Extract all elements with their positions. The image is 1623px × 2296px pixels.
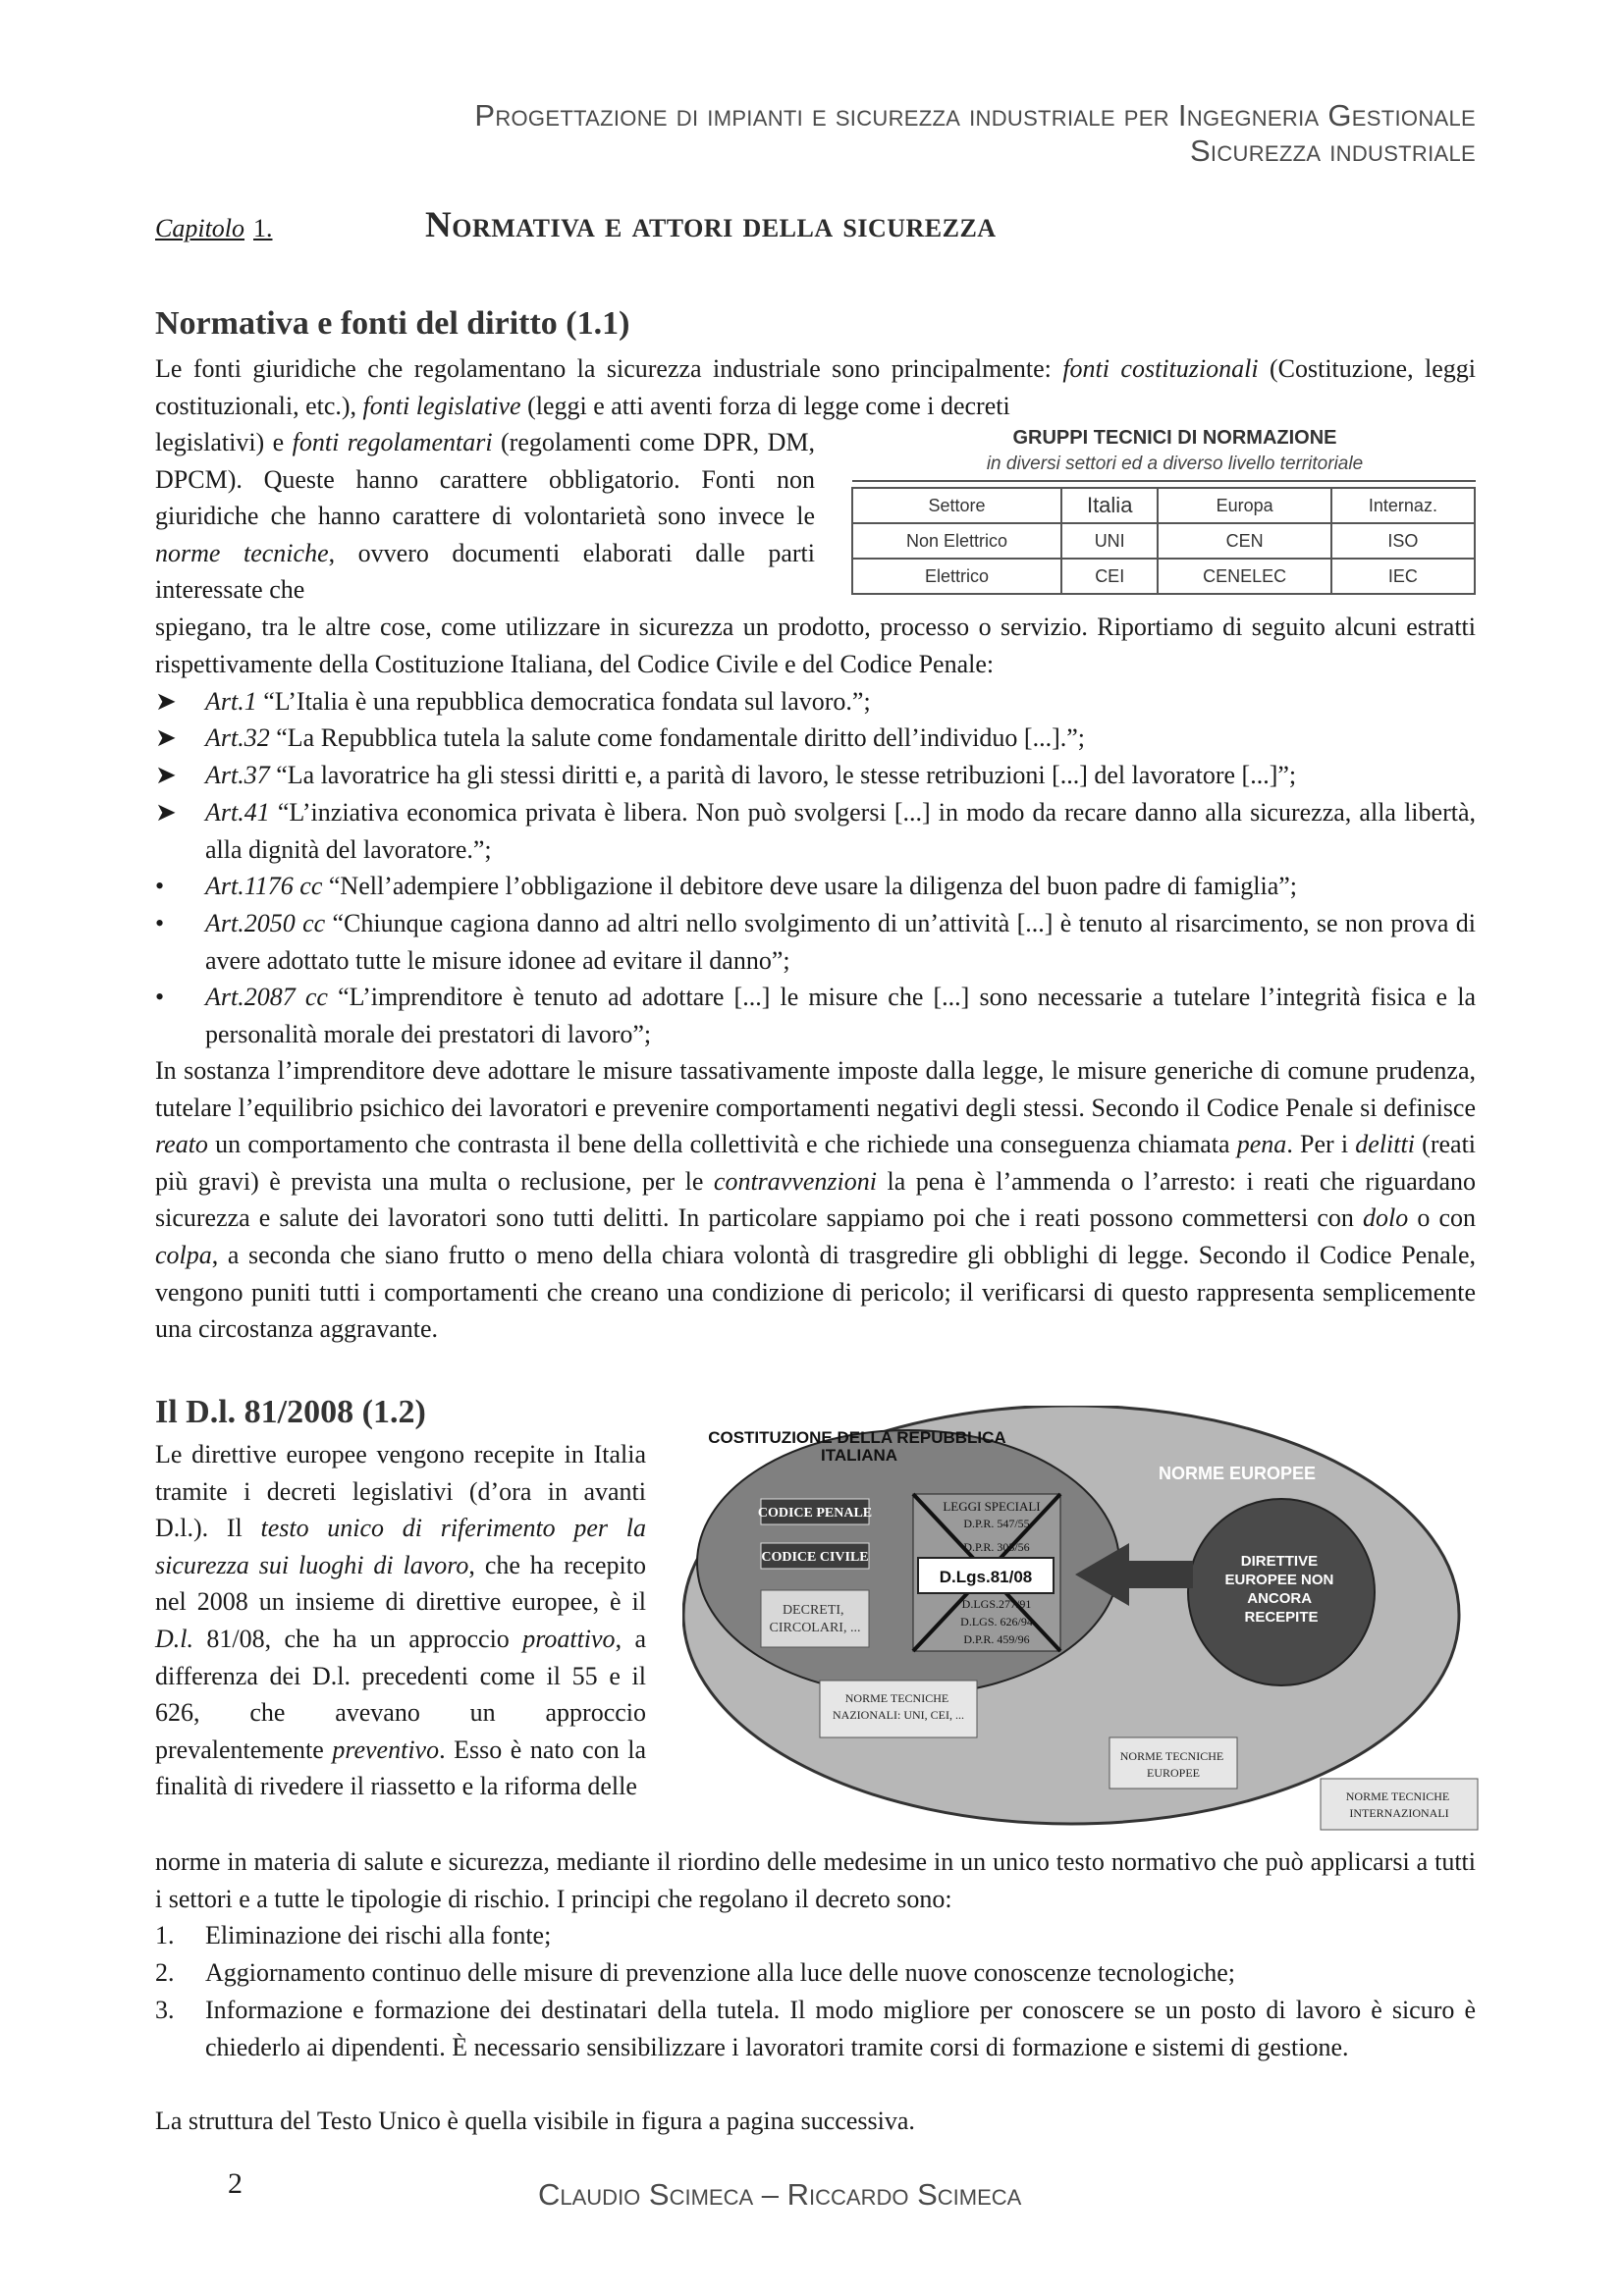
table-row: [852, 523, 1475, 559]
table-cell: IEC: [1331, 559, 1475, 594]
table-header-cell: Settore: [852, 488, 1061, 523]
norme-eur-box: [1109, 1737, 1237, 1789]
list-item-article: ➤ Art.37 “La lavoratrice ha gli stessi diritti e, a parità di lavoro, le stesse retribuzioni [...] del lavoratore [...]”;: [155, 757, 1476, 794]
dlgs-label: D.Lgs.81/08: [939, 1568, 1033, 1586]
normazione-table: [851, 487, 1476, 595]
list-item-principle: 3. Informazione e formazione dei destinatari della tutela. Il modo migliore per conoscere se un posto di lavoro è sicuro è chiederlo ai dipendenti. È necessario sensibilizzare i lavoratori tramite corsi di formazione e sistemi di gestione.: [155, 1992, 1476, 2065]
list-item-code: • Art.1176 cc “Nell’adempiere l’obbligazione il debitore deve usare la diligenza del buon padre di famiglia”;: [155, 868, 1476, 905]
section-heading-1-1: Normativa e fonti del diritto (1.1): [155, 305, 630, 342]
table-top-rule: [852, 480, 1476, 482]
bullet-dot-icon: •: [155, 909, 165, 937]
paragraph-sostanza: In sostanza l’imprenditore deve adottare le misure tassativamente imposte dalla legge, le misure generiche di comune prudenza, tutelare l’equilibrio psichico dei lavoratori e prevenire comportamenti negativi degli stessi. Secondo il Codice Penale si definisce reato un comportamento che contrasta il bene della collettività e che richiede una conseguenza chiamata pena. Per i delitti (reati più gravi) è prevista una multa o reclusione, per le contravvenzioni la pena è l’ammenda o l’arresto: i reati che riguardano sicurezza e salute dei lavoratori sono tutti delitti. In particolare sappiamo poi che i reati possono commettersi con dolo o con colpa, a seconda che siano frutto o meno della chiara volontà di trasgredire gli obblighi di legge. Secondo il Codice Penale, vengono puniti tutti i comportamenti che creano una condizione di pericolo; il verificarsi di questo rappresenta semplicemente una circostanza aggravante.: [155, 1056, 1477, 1344]
table-cell: Elettrico: [852, 559, 1061, 594]
codice-civile-label: CODICE CIVILE: [761, 1550, 869, 1565]
footer-authors: Claudio Scimeca – Riccardo Scimeca: [538, 2177, 1022, 2212]
list-item-principle: 1. Eliminazione dei rischi alla fonte;: [155, 1917, 1476, 1954]
table-subtitle: in diversi settori ed a diverso livello territoriale: [986, 454, 1364, 474]
list-item-article: ➤ Art.1 “L’Italia è una repubblica democratica fondata sul lavoro.”;: [155, 683, 1476, 721]
table-header-cell: Europa: [1158, 488, 1331, 523]
list-item-code: • Art.2050 cc “Chiunque cagiona danno ad altri nello svolgimento di un’attività [...] è tenuto al risarcimento, se non prova di avere adottato tutte le misure idonee ad evitare il danno”;: [155, 905, 1476, 979]
chapter-number: 1.: [253, 214, 273, 242]
leggi-item: D.P.R. 547/55: [963, 1517, 1030, 1530]
section-heading-1-2: Il D.l. 81/2008 (1.2): [155, 1394, 426, 1430]
list-item-article: ➤ Art.41 “L’inziativa economica privata è libera. Non può svolgersi [...] in modo da recare danno alla sicurezza, alla libertà, alla dignità del lavoratore.”;: [155, 794, 1476, 868]
costituzione-label: COSTITUZIONE DELLA REPUBBLICA ITALIANA: [708, 1428, 1006, 1465]
leggi-item: D.P.R. 303/56: [963, 1540, 1030, 1554]
paragraph-fonti-wrap: legislativi) e fonti regolamentari (regolamenti come DPR, DM, DPCM). Queste hanno carattere obbligatorio. Fonti non giuridiche che hanno carattere di volontarietà sono invece le norme tecniche, ovvero documenti elaborati dalle parti interessate che: [155, 428, 815, 605]
table-cell: CEI: [1061, 559, 1158, 594]
leggi-speciali-label: LEGGI SPECIALI: [943, 1499, 1041, 1514]
arrow-bullet-icon: ➤: [155, 798, 177, 827]
codice-penale-label: CODICE PENALE: [757, 1506, 873, 1521]
leggi-item: D.LGS. 626/94: [960, 1615, 1033, 1629]
table-row: [852, 559, 1475, 594]
norme-int-label: NORME TECNICHE INTERNAZIONALI: [1345, 1789, 1450, 1820]
norme-eur-label: NORME TECNICHE EUROPEE: [1119, 1749, 1224, 1780]
table-header-cell: Italia: [1061, 488, 1158, 523]
arrow-bullet-icon: ➤: [155, 723, 177, 752]
table-cell: Non Elettrico: [852, 523, 1061, 559]
running-header-line2: Sicurezza industriale: [1189, 133, 1476, 168]
list-number: 3.: [155, 1996, 175, 2024]
table-cell: ISO: [1331, 523, 1475, 559]
norme-int-box: [1321, 1779, 1478, 1830]
paragraph-dl-rest: norme in materia di salute e sicurezza, mediante il riordino delle medesime in un unico testo normativo che può applicarsi a tutti i settori e a tutte le tipologie di rischio. I principi che regolano il decreto sono:: [155, 1847, 1476, 1913]
table-header-cell: Internaz.: [1331, 488, 1475, 523]
table-cell: CEN: [1158, 523, 1331, 559]
table-cell: CENELEC: [1158, 559, 1331, 594]
list-item-code: • Art.2087 cc “L’imprenditore è tenuto ad adottare [...] le misure che [...] sono necessarie a tutelare l’integrità fisica e la personalità morale dei prestatori di lavoro”;: [155, 979, 1476, 1052]
paragraph-fonti-rest: spiegano, tra le altre cose, come utilizzare in sicurezza un prodotto, processo o servizio. Riportiamo di seguito alcuni estratti rispettivamente della Costituzione Italiana, del Codice Civile e del Codice Penale:: [155, 613, 1476, 678]
list-item-principle: 2. Aggiornamento continuo delle misure di prevenzione alla luce delle nuove conoscenze tecnologiche;: [155, 1954, 1476, 1992]
leggi-item: D.P.R. 459/96: [963, 1632, 1030, 1646]
direttive-label: DIRETTIVE EUROPEE NON ANCORA RECEPITE: [1224, 1553, 1334, 1626]
norme-europee-label: NORME EUROPEE: [1158, 1464, 1317, 1483]
paragraph-dl-wrap: Le direttive europee vengono recepite in Italia tramite i decreti legislativi (d’ora in avanti D.l.). Il testo unico di riferimento per la sicurezza sui luoghi di lavoro, che ha recepito nel 2008 un insieme di direttive europee, è il D.l. 81/08, che ha un approccio proattivo, a differenza dei D.l. precedenti come il 55 e il 626, che avevano un approccio prevalentemente preventivo. Esso è nato con la finalità di rivedere il riassetto e la riforma delle: [155, 1440, 646, 1801]
table-cell: UNI: [1061, 523, 1158, 559]
decreti-label: DECRETI, CIRCOLARI, ...: [769, 1603, 861, 1635]
arrow-bullet-icon: ➤: [155, 687, 177, 716]
list-item-article: ➤ Art.32 “La Repubblica tutela la salute come fondamentale diritto dell’individuo [...].”;: [155, 720, 1476, 757]
arrow-bullet-icon: ➤: [155, 761, 177, 789]
bullet-dot-icon: •: [155, 872, 165, 900]
paragraph-closing: La struttura del Testo Unico è quella visibile in figura a pagina successiva.: [155, 2107, 915, 2135]
table-header-row: [852, 488, 1475, 523]
testo-unico-diagram: [682, 1406, 1480, 1838]
chapter-title: Normativa e attori della sicurezza: [425, 205, 997, 245]
bullet-dot-icon: •: [155, 983, 165, 1011]
list-number: 1.: [155, 1921, 175, 1949]
paragraph-fonti-intro: Le fonti giuridiche che regolamentano la sicurezza industriale sono principalmente: fonti costituzionali (Costituzione, leggi costituzionali, etc.), fonti legislative (leggi e atti aventi forza di legge come i decreti: [155, 354, 1477, 420]
leggi-item: D.LGS.277/91: [961, 1597, 1032, 1611]
norme-naz-label: NORME TECNICHE NAZIONALI: UNI, CEI, ...: [833, 1691, 964, 1722]
running-header-line1: Progettazione di impianti e sicurezza industriale per Ingegneria Gestionale: [474, 98, 1476, 133]
list-number: 2.: [155, 1958, 175, 1987]
decreti-box: [761, 1590, 869, 1647]
page-number: 2: [228, 2167, 243, 2200]
table-title: GRUPPI TECNICI DI NORMAZIONE: [1012, 427, 1337, 449]
chapter-label: Capitolo: [155, 214, 245, 242]
